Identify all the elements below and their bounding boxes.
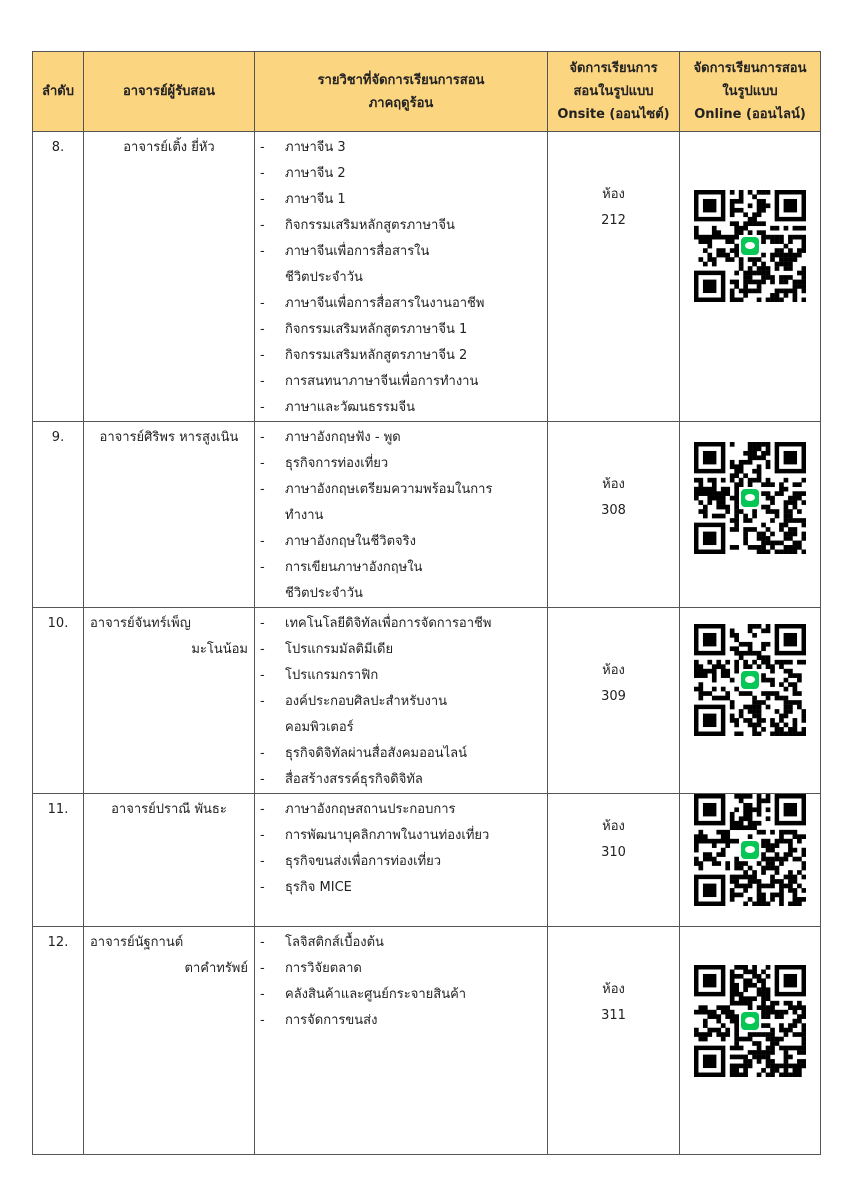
row-index: 9.	[33, 422, 84, 608]
instructor-cell	[84, 794, 255, 927]
instructor-surname: มะโนน้อม	[191, 642, 248, 657]
courses-cell	[255, 927, 548, 1155]
course-item: - ภาษาจีนเพื่อการสื่อสารใน	[285, 239, 541, 265]
course-item: ทำงาน	[285, 508, 324, 523]
line-qr-code-icon[interactable]	[694, 190, 806, 302]
online-cell	[680, 927, 821, 1155]
course-item: - ธุรกิจการท่องเที่ยว	[285, 451, 541, 477]
header-order: ลำดับ	[33, 52, 84, 132]
line-logo-icon	[739, 487, 761, 509]
course-item: - กิจกรรมเสริมหลักสูตรภาษาจีน	[285, 213, 541, 239]
line-logo-icon	[739, 839, 761, 861]
instructor-cell	[84, 132, 255, 422]
header-onsite: จัดการเรียนการ สอนในรูปแบบ Onsite (ออนไซต์)	[548, 52, 680, 132]
room-label: ห้อง	[602, 982, 625, 997]
course-item: - ธุรกิจขนส่งเพื่อการท่องเที่ยว	[285, 849, 541, 875]
room-number: 212	[601, 213, 626, 228]
table-row	[33, 794, 821, 927]
line-logo-icon	[739, 669, 761, 691]
course-item: - ภาษาอังกฤษฟัง - พูด	[285, 425, 541, 451]
course-item: คอมพิวเตอร์	[285, 720, 354, 735]
schedule-table	[32, 51, 821, 1155]
course-item: - ภาษาอังกฤษเตรียมความพร้อมในการ	[285, 477, 541, 503]
room-number: 311	[601, 1008, 626, 1023]
table-row	[33, 132, 821, 422]
online-cell	[680, 608, 821, 794]
course-item: - คลังสินค้าและศูนย์กระจายสินค้า	[285, 982, 541, 1008]
course-item: - ภาษาจีน 3	[285, 135, 541, 161]
table-row	[33, 608, 821, 794]
row-index: 8.	[33, 132, 84, 422]
course-item: - ภาษาจีนเพื่อการสื่อสารในงานอาชีพ	[285, 291, 541, 317]
instructor-cell	[84, 422, 255, 608]
instructor-surname: ตาคำทรัพย์	[184, 961, 248, 976]
course-item: ชีวิตประจำวัน	[285, 270, 363, 285]
room-label: ห้อง	[602, 187, 625, 202]
course-item: - ภาษาอังกฤษในชีวิตจริง	[285, 529, 541, 555]
course-list	[255, 422, 547, 607]
course-item: - โปรแกรมมัลติมีเดีย	[285, 637, 541, 663]
course-item: - ธุรกิจ MICE	[285, 875, 541, 901]
onsite-cell	[548, 132, 680, 422]
line-qr-code-icon[interactable]	[694, 442, 806, 554]
course-item: - การสนทนาภาษาจีนเพื่อการทำงาน	[285, 369, 541, 395]
course-item: - สื่อสร้างสรรค์ธุรกิจดิจิทัล	[285, 767, 541, 793]
course-list	[255, 927, 547, 1034]
instructor-name: อาจารย์เติ้ง ยี่หัว	[123, 140, 215, 155]
course-list	[255, 794, 547, 901]
room-number: 310	[601, 845, 626, 860]
courses-cell	[255, 794, 548, 927]
course-item: - กิจกรรมเสริมหลักสูตรภาษาจีน 2	[285, 343, 541, 369]
room-number: 309	[601, 689, 626, 704]
instructor-name: อาจารย์นัฐกานต์	[90, 935, 184, 950]
room-number: 308	[601, 503, 626, 518]
course-item: - การวิจัยตลาด	[285, 956, 541, 982]
table-header-row	[33, 52, 821, 132]
row-index: 11.	[33, 794, 84, 927]
course-item: - ภาษาจีน 2	[285, 161, 541, 187]
header-courses: รายวิชาที่จัดการเรียนการสอน ภาคฤดูร้อน	[255, 52, 548, 132]
courses-cell	[255, 132, 548, 422]
course-item: - การเขียนภาษาอังกฤษใน	[285, 555, 541, 581]
course-item: - ภาษาอังกฤษสถานประกอบการ	[285, 797, 541, 823]
course-item: - ธุรกิจดิจิทัลผ่านสื่อสังคมออนไลน์	[285, 741, 541, 767]
online-cell	[680, 422, 821, 608]
instructor-name: อาจารย์ศิริพร หารสูงเนิน	[99, 430, 239, 445]
course-item: - ภาษาและวัฒนธรรมจีน	[285, 395, 541, 421]
room-label: ห้อง	[602, 663, 625, 678]
line-qr-code-icon[interactable]	[694, 794, 806, 906]
course-list	[255, 608, 547, 793]
course-item: - โปรแกรมกราฟิก	[285, 663, 541, 689]
course-list	[255, 132, 547, 421]
online-cell	[680, 794, 821, 927]
onsite-cell	[548, 794, 680, 927]
line-logo-icon	[739, 1010, 761, 1032]
onsite-cell	[548, 927, 680, 1155]
course-item: ชีวิตประจำวัน	[285, 586, 363, 601]
online-cell	[680, 132, 821, 422]
row-index: 10.	[33, 608, 84, 794]
course-item: - กิจกรรมเสริมหลักสูตรภาษาจีน 1	[285, 317, 541, 343]
course-item: - เทคโนโลยีดิจิทัลเพื่อการจัดการอาชีพ	[285, 611, 541, 637]
room-label: ห้อง	[602, 477, 625, 492]
line-logo-icon	[739, 235, 761, 257]
instructor-cell	[84, 608, 255, 794]
header-online: จัดการเรียนการสอน ในรูปแบบ Online (ออนไลน์)	[680, 52, 821, 132]
header-instructor: อาจารย์ผู้รับสอน	[84, 52, 255, 132]
line-qr-code-icon[interactable]	[694, 624, 806, 736]
table-row	[33, 927, 821, 1155]
onsite-cell	[548, 422, 680, 608]
courses-cell	[255, 608, 548, 794]
instructor-name: อาจารย์จันทร์เพ็ญ	[90, 616, 191, 631]
onsite-cell	[548, 608, 680, 794]
room-label: ห้อง	[602, 819, 625, 834]
course-item: - การจัดการขนส่ง	[285, 1008, 541, 1034]
table-row	[33, 422, 821, 608]
course-item: - องค์ประกอบศิลปะสำหรับงาน	[285, 689, 541, 715]
line-qr-code-icon[interactable]	[694, 965, 806, 1077]
instructor-name: อาจารย์ปราณี พันธะ	[111, 802, 227, 817]
instructor-cell	[84, 927, 255, 1155]
course-item: - โลจิสติกส์เบื้องต้น	[285, 930, 541, 956]
courses-cell	[255, 422, 548, 608]
course-item: - ภาษาจีน 1	[285, 187, 541, 213]
course-item: - การพัฒนาบุคลิกภาพในงานท่องเที่ยว	[285, 823, 541, 849]
row-index: 12.	[33, 927, 84, 1155]
